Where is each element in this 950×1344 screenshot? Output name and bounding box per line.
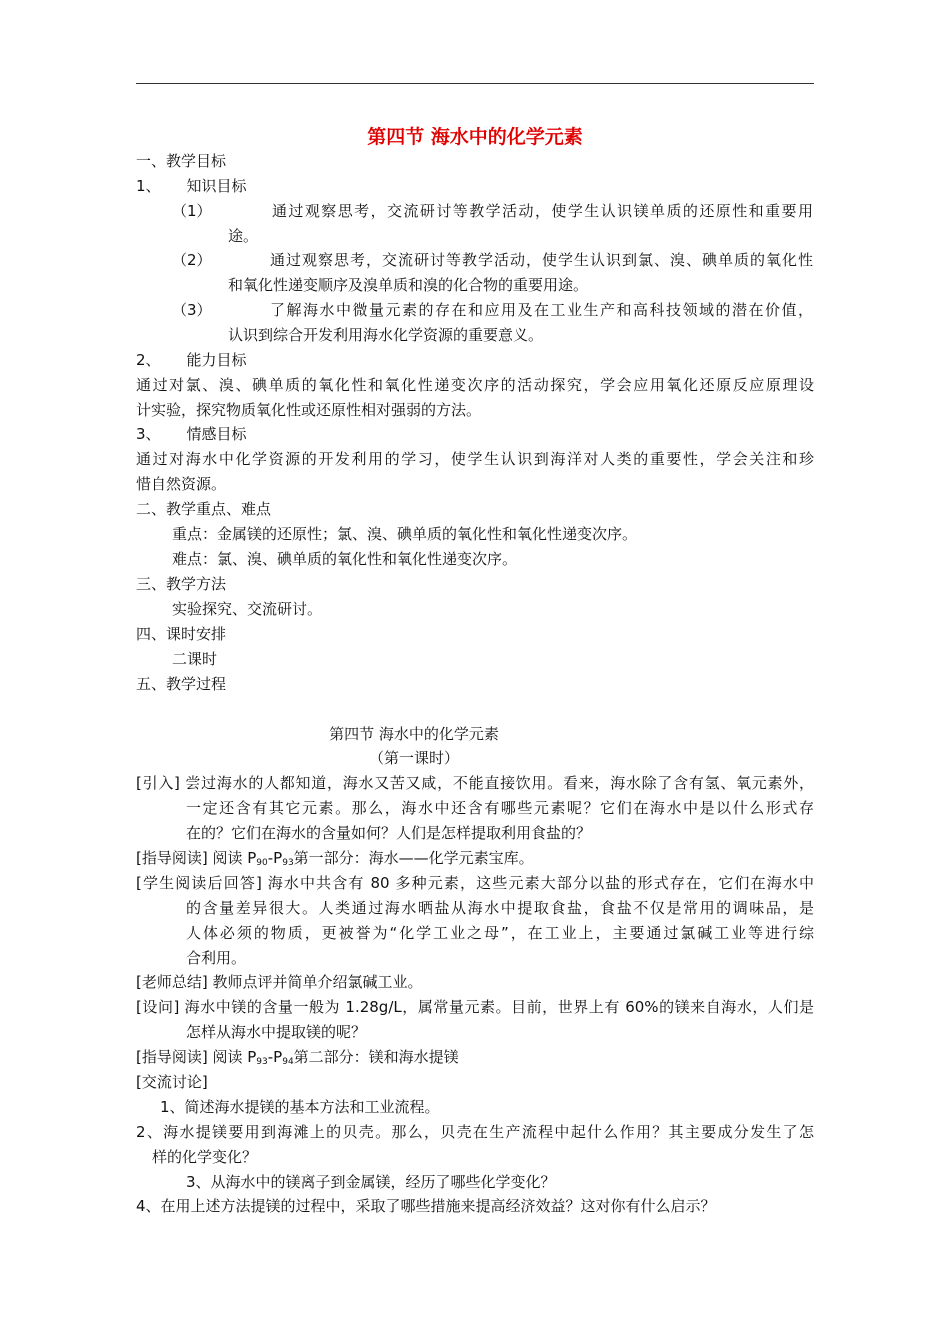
item2-text-line1: 通过观察思考，交流研讨等教学活动，使学生认识到氯、溴、碘单质的氧化性 — [270, 251, 813, 269]
emotion-text-line2: 惜自然资源。 — [136, 475, 227, 493]
section-heading-process: 五、教学过程 — [136, 675, 227, 693]
discussion-question-3: 3、从海水中的镁离子到金属镁，经历了哪些化学变化？ — [186, 1173, 556, 1191]
intro-line3: 在的？它们在海水的含量如何？人们是怎样提取利用食盐的？ — [186, 824, 592, 842]
answer-line3: 人体必须的物质，更被誉为“化学工业之母”，在工业上，主要通过氯碱工业等进行综 — [186, 924, 814, 942]
question-line1: [设问] 海水中镁的含量一般为 1.28g/L，属常量元素。目前，世界上有 60%的镁来自海水，人们是 — [136, 998, 814, 1016]
item3-text-line1: 了解海水中微量元素的存在和应用及在工业生产和高科技领域的潜在价值， — [270, 301, 813, 319]
item1-text-line1: 通过观察思考，交流研讨等教学活动，使学生认识镁单质的还原性和重要用 — [272, 202, 813, 220]
page-range-dash: -P — [267, 849, 283, 867]
knowledge-goal-heading — [136, 174, 816, 199]
answer-line1: [学生阅读后回答] 海水中共含有 80 多种元素，这些元素大部分以盐的形式存在，它们在海水中 — [136, 874, 814, 892]
item2-number: （2） — [172, 251, 212, 269]
answer-line4: 合利用。 — [186, 949, 247, 967]
focus-key-point: 重点：金属镁的还原性；氯、溴、碘单质的氧化性和氧化性递变次序。 — [172, 525, 638, 543]
page-start-subscript: 90 — [256, 858, 268, 868]
page-title: 第四节 海水中的化学元素 — [367, 126, 583, 148]
item1-text-line2: 途。 — [228, 227, 259, 245]
discussion-question-2-line2: 样的化学变化？ — [152, 1148, 258, 1166]
guided-reading-1-prefix: [指导阅读] 阅读 P — [136, 849, 257, 867]
question-line2: 怎样从海水中提取镁的呢？ — [186, 1023, 367, 1041]
item2-text-line2: 和氧化性递变顺序及溴单质和溴的化合物的重要用途。 — [228, 276, 589, 294]
lesson-subtitle: （第一课时） — [368, 749, 459, 767]
teacher-summary: [老师总结] 教师点评并简单介绍氯碱工业。 — [136, 973, 423, 991]
item3-text-line2: 认识到综合开发利用海水化学资源的重要意义。 — [228, 326, 544, 344]
ability-goal-heading — [136, 348, 816, 373]
header-rule — [136, 83, 814, 84]
ability-text-line1: 通过对氯、溴、碘单质的氧化性和氧化性递变次序的活动探究，学会应用氧化还原反应原理设 — [136, 376, 814, 394]
section-heading-objectives: 一、教学目标 — [136, 152, 227, 170]
discussion-heading: [交流讨论] — [136, 1073, 208, 1091]
lesson-title: 第四节 海水中的化学元素 — [329, 725, 499, 743]
answer-line2: 的含量差异很大。人类通过海水晒盐从海水中提取食盐，食盐不仅是常用的调味品，是 — [186, 899, 814, 917]
emotion-goal-label: 情感目标 — [186, 425, 247, 443]
intro-line2: 一定还含有其它元素。那么，海水中还含有哪些元素呢？它们在海水中是以什么形式存 — [186, 799, 814, 817]
page-end-subscript: 94 — [282, 1057, 294, 1067]
discussion-question-4: 4、在用上述方法提镁的过程中，采取了哪些措施来提高经济效益？这对你有什么启示？ — [136, 1197, 716, 1215]
item1-number: （1） — [172, 202, 212, 220]
knowledge-goal-label: 知识目标 — [186, 177, 247, 195]
emotion-goal-heading — [136, 422, 816, 447]
intro-line1: [引入] 尝过海水的人都知道，海水又苦又咸，不能直接饮用。看来，海水除了含有氢、氧元素外， — [136, 774, 814, 792]
item3-number: （3） — [172, 301, 212, 319]
focus-difficult-point: 难点：氯、溴、碘单质的氧化性和氧化性递变次序。 — [172, 550, 518, 568]
section-heading-schedule: 四、课时安排 — [136, 625, 227, 643]
section-heading-method: 三、教学方法 — [136, 575, 227, 593]
ability-text-line2: 计实验，探究物质氧化性或还原性相对强弱的方法。 — [136, 401, 482, 419]
guided-reading-2-prefix: [指导阅读] 阅读 P — [136, 1048, 257, 1066]
ability-goal-label: 能力目标 — [186, 351, 247, 369]
page-start-subscript: 93 — [256, 1057, 268, 1067]
page-range-dash: -P — [267, 1048, 283, 1066]
discussion-question-1: 1、简述海水提镁的基本方法和工业流程。 — [160, 1098, 440, 1116]
emotion-goal-number: 3、 — [136, 425, 161, 443]
guided-reading-1-text: 第一部分：海水——化学元素宝库。 — [293, 849, 534, 867]
method-text: 实验探究、交流研讨。 — [172, 600, 323, 618]
page-end-subscript: 93 — [282, 858, 294, 868]
discussion-question-2-line1: 2、海水提镁要用到海滩上的贝壳。那么，贝壳在生产流程中起什么作用？其主要成分发生了怎 — [136, 1123, 814, 1141]
ability-goal-number: 2、 — [136, 351, 161, 369]
knowledge-goal-number: 1、 — [136, 177, 161, 195]
schedule-text: 二课时 — [172, 650, 218, 668]
section-heading-focus: 二、教学重点、难点 — [136, 500, 272, 518]
emotion-text-line1: 通过对海水中化学资源的开发利用的学习，使学生认识到海洋对人类的重要性，学会关注和珍 — [136, 450, 814, 468]
guided-reading-2-text: 第二部分：镁和海水提镁 — [293, 1048, 459, 1066]
